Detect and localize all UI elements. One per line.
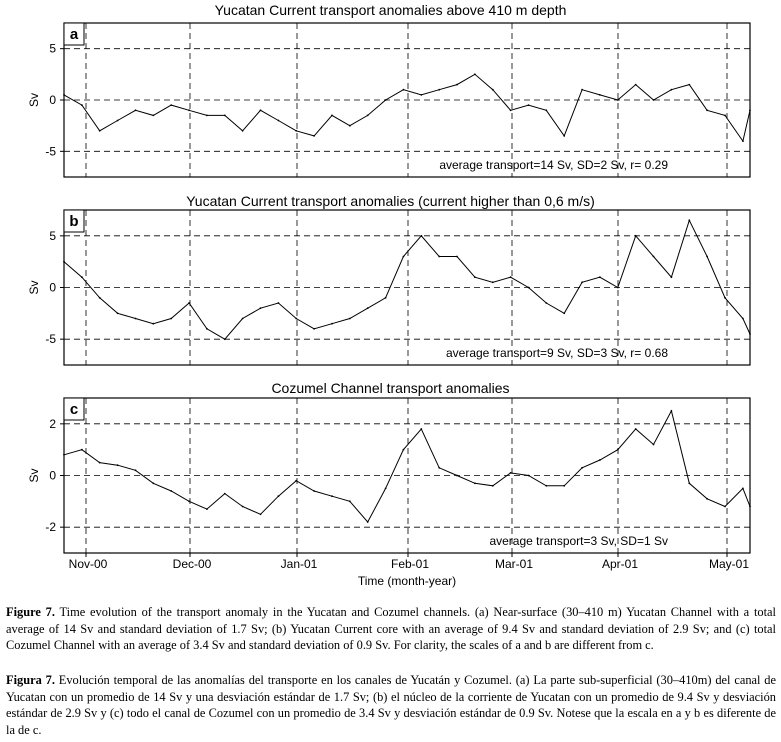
panel-b-data-point xyxy=(749,333,751,335)
panel-a-data-point xyxy=(581,89,583,91)
panel-b-data-point xyxy=(224,338,226,340)
panel-b-data-point xyxy=(724,297,726,299)
panel-c-y-tick-label: 2 xyxy=(49,416,56,431)
panel-b-data-point xyxy=(403,256,405,258)
x-tick-label: Dec-00 xyxy=(172,557,212,571)
panel-c-data-point xyxy=(545,485,547,487)
panel-c-data-point xyxy=(117,464,119,466)
panel-b-data-point xyxy=(420,235,422,237)
panel-c-data-point xyxy=(456,475,458,477)
panel-a-data-point xyxy=(688,84,690,86)
panel-b-data-point xyxy=(117,312,119,314)
panel-b-data-point xyxy=(81,276,83,278)
panel-a-data-point xyxy=(438,89,440,91)
panel-b-data-point xyxy=(99,297,101,299)
panel-c-data-point xyxy=(349,500,351,502)
panel-b-data-point xyxy=(331,323,333,325)
panel-c-data-point xyxy=(188,500,190,502)
panel-a-data-point xyxy=(170,104,172,106)
panel-a-data-point xyxy=(617,99,619,101)
panel-a-data-point xyxy=(403,89,405,91)
panel-c-data-point xyxy=(528,475,530,477)
caption-english xyxy=(6,604,776,654)
panel-a-data-point xyxy=(492,89,494,91)
x-tick-label: Apr-01 xyxy=(601,557,639,571)
panel-a-data-point xyxy=(99,130,101,132)
panel-b-data-point xyxy=(260,307,262,309)
panel-b-data-point xyxy=(528,287,530,289)
caption-spanish xyxy=(6,672,776,738)
panel-c-data-point xyxy=(206,508,208,510)
panel-a-data-point xyxy=(724,115,726,117)
panel-a-title: Yucatan Current transport anomalies above 410 m depth xyxy=(214,2,567,18)
x-tick-label: May-01 xyxy=(708,557,750,571)
panel-a-data-point xyxy=(474,73,476,75)
panel-b-data-point xyxy=(188,302,190,304)
panel-c-annotation: average transport=3 Sv, SD=1 Sv xyxy=(489,534,668,548)
x-tick-label: Mar-01 xyxy=(494,557,534,571)
caption-es-label: Figura 7. xyxy=(6,673,55,687)
panel-a-data-point xyxy=(242,130,244,132)
panel-b-data-point xyxy=(742,318,744,320)
panel-b-title: Yucatan Current transport anomalies (current higher than 0,6 m/s) xyxy=(186,193,595,209)
panel-c-data-point xyxy=(635,428,637,430)
panel-b-y-axis-label: Sv xyxy=(27,280,41,295)
panel-a-data-point xyxy=(653,99,655,101)
panel-c-data-point xyxy=(224,493,226,495)
panel-c-data-point xyxy=(742,488,744,490)
panel-a-data-point xyxy=(152,115,154,117)
panel-c-data-point xyxy=(313,490,315,492)
panel-c-y-tick-label: 0 xyxy=(49,468,56,483)
panel-c-data-point xyxy=(242,506,244,508)
panel-c-title: Cozumel Channel transport anomalies xyxy=(271,380,510,396)
panel-b-data-point xyxy=(135,318,137,320)
panel-a-data-point xyxy=(528,104,530,106)
panel-a-annotation: average transport=14 Sv, SD=2 Sv, r= 0.29 xyxy=(439,158,668,172)
panel-a-data-point xyxy=(349,125,351,127)
panel-b-data-point xyxy=(563,312,565,314)
panel-a-data-point xyxy=(188,109,190,111)
panel-b-data-point xyxy=(313,328,315,330)
panel-c-data-point xyxy=(688,482,690,484)
panel-b-data-point xyxy=(653,256,655,258)
panel-b-series-line xyxy=(64,220,750,339)
panel-c-data-point xyxy=(367,521,369,523)
caption-es-text: Evolución temporal de las anomalías del transporte en los canales de Yucatán y Cozumel. (a) La parte sub-superficial (30–410m) del canal de Yucatan con un promedio de 14 Sv y una desviación estándar de 1.7 Sv; (b) el núcleo de la corriente de Yucatan con un promedio de 9.4 Sv y desviación estándar de 2.9 Sv y (c) todo el canal de Cozumel con un promedio de 3.4 Sv y desviación estándar de 0.9 Sv. Notese que la escala en a y b es diferente de la de c. xyxy=(6,673,776,737)
panel-c-data-point xyxy=(331,495,333,497)
panel-b-data-point xyxy=(278,302,280,304)
panel-c-data-point xyxy=(492,485,494,487)
panel-c-data-point xyxy=(260,513,262,515)
panel-c-data-point xyxy=(420,428,422,430)
panel-a-data-point xyxy=(563,135,565,137)
panel-c-letter: c xyxy=(69,401,79,418)
panel-b-data-point xyxy=(510,276,512,278)
panel-a-data-point xyxy=(260,109,262,111)
panel-a-y-tick-label: 0 xyxy=(49,93,56,107)
panel-a-data-point xyxy=(456,84,458,86)
panel-c-data-point xyxy=(563,485,565,487)
panel-c-data-point xyxy=(617,449,619,451)
panel-c-series-line xyxy=(64,411,750,522)
panel-b-data-point xyxy=(63,261,65,263)
panel-a-data-point xyxy=(206,115,208,117)
panel-c-data-point xyxy=(599,459,601,461)
panel-a-series-line xyxy=(64,74,750,141)
panel-b-y-tick-label: 5 xyxy=(49,228,56,243)
panel-a-data-point xyxy=(742,140,744,142)
panel-c-data-point xyxy=(581,467,583,469)
caption-en-label: Figure 7. xyxy=(6,605,55,619)
panel-a-data-point xyxy=(117,120,119,122)
panel-b-data-point xyxy=(367,307,369,309)
panel-b-y-tick-label: 0 xyxy=(49,280,56,295)
panel-c-data-point xyxy=(706,498,708,500)
panel-c-y-tick-label: -2 xyxy=(45,520,56,535)
panel-b-data-point xyxy=(170,318,172,320)
panel-b-data-point xyxy=(152,323,154,325)
panel-b-data-point xyxy=(242,318,244,320)
panel-c-data-point xyxy=(671,410,673,412)
panel-a-y-tick-label: 5 xyxy=(49,41,56,56)
panel-c-data-point xyxy=(474,482,476,484)
panel-a-data-point xyxy=(313,135,315,137)
x-tick-label: Jan-01 xyxy=(280,557,318,571)
panel-b-data-point xyxy=(438,256,440,258)
panel-b-data-point xyxy=(545,302,547,304)
panel-a-data-point xyxy=(135,109,137,111)
panel-a-data-point xyxy=(278,120,280,122)
panel-b-data-point xyxy=(635,235,637,237)
panel-b-data-point xyxy=(706,256,708,258)
panel-c-data-point xyxy=(295,480,297,482)
caption-en-text: Time evolution of the transport anomaly in the Yucatan and Cozumel channels. (a) Near-surface (30–410 m) Yucatan Channel with a total average of 14 Sv and standard deviation of 1.7 Sv; (b) Yucatan Current core with an average of 9.4 Sv and standard deviation of 2.9 Sv; and (c) total Cozumel Channel with an average of 3.4 Sv and standard deviation of 0.9 Sv. For clarity, the scales of a and b are different from c. xyxy=(6,605,776,652)
panel-a-y-axis-label: Sv xyxy=(27,92,41,108)
panel-b-data-point xyxy=(581,281,583,283)
panel-b-data-point xyxy=(295,318,297,320)
panel-b-data-point xyxy=(456,256,458,258)
panel-a-data-point xyxy=(599,94,601,96)
panel-a-data-point xyxy=(510,109,512,111)
panel-b-data-point xyxy=(206,328,208,330)
panel-a-y-tick-label: -5 xyxy=(45,144,56,159)
panel-b-data-point xyxy=(599,276,601,278)
panel-a-data-point xyxy=(545,109,547,111)
panel-a-data-point xyxy=(295,130,297,132)
panel-c-data-point xyxy=(724,506,726,508)
panel-a-data-point xyxy=(635,84,637,86)
x-tick-label: Feb-01 xyxy=(390,557,430,571)
panel-a-data-point xyxy=(224,115,226,117)
panel-a-data-point xyxy=(385,99,387,101)
panel-c-data-point xyxy=(653,444,655,446)
panel-c-y-axis-label: Sv xyxy=(27,468,41,483)
panel-c-data-point xyxy=(135,469,137,471)
panel-b-y-tick-label: -5 xyxy=(45,332,56,347)
panel-b-data-point xyxy=(385,297,387,299)
panel-a-data-point xyxy=(706,109,708,111)
panel-a-data-point xyxy=(420,94,422,96)
x-axis-label: Time (month-year) xyxy=(357,574,457,588)
panel-b-data-point xyxy=(688,219,690,221)
panel-c-data-point xyxy=(81,449,83,451)
panel-c-data-point xyxy=(385,488,387,490)
panel-c-data-point xyxy=(749,506,751,508)
panel-a-data-point xyxy=(367,115,369,117)
panel-c-data-point xyxy=(170,490,172,492)
panel-c-data-point xyxy=(510,472,512,474)
panel-b-annotation: average transport=9 Sv, SD=3 Sv, r= 0.68 xyxy=(445,346,668,360)
panel-b-data-point xyxy=(349,318,351,320)
panel-b-data-point xyxy=(474,276,476,278)
x-tick-label: Nov-00 xyxy=(68,557,108,571)
panel-a-data-point xyxy=(749,109,751,111)
panel-b-data-point xyxy=(617,287,619,289)
panel-c-data-point xyxy=(438,467,440,469)
panel-b-data-point xyxy=(671,276,673,278)
panel-a-data-point xyxy=(81,104,83,106)
panel-b-data-point xyxy=(492,281,494,283)
panel-a-data-point xyxy=(671,89,673,91)
panel-c-data-point xyxy=(63,454,65,456)
panel-a-letter: a xyxy=(69,26,79,43)
panel-c-data-point xyxy=(403,449,405,451)
panel-a-data-point xyxy=(331,115,333,117)
panel-c-data-point xyxy=(99,462,101,464)
panel-b-letter: b xyxy=(69,213,79,230)
panel-a-data-point xyxy=(63,94,65,96)
panel-c-data-point xyxy=(278,495,280,497)
panel-c-data-point xyxy=(152,482,154,484)
